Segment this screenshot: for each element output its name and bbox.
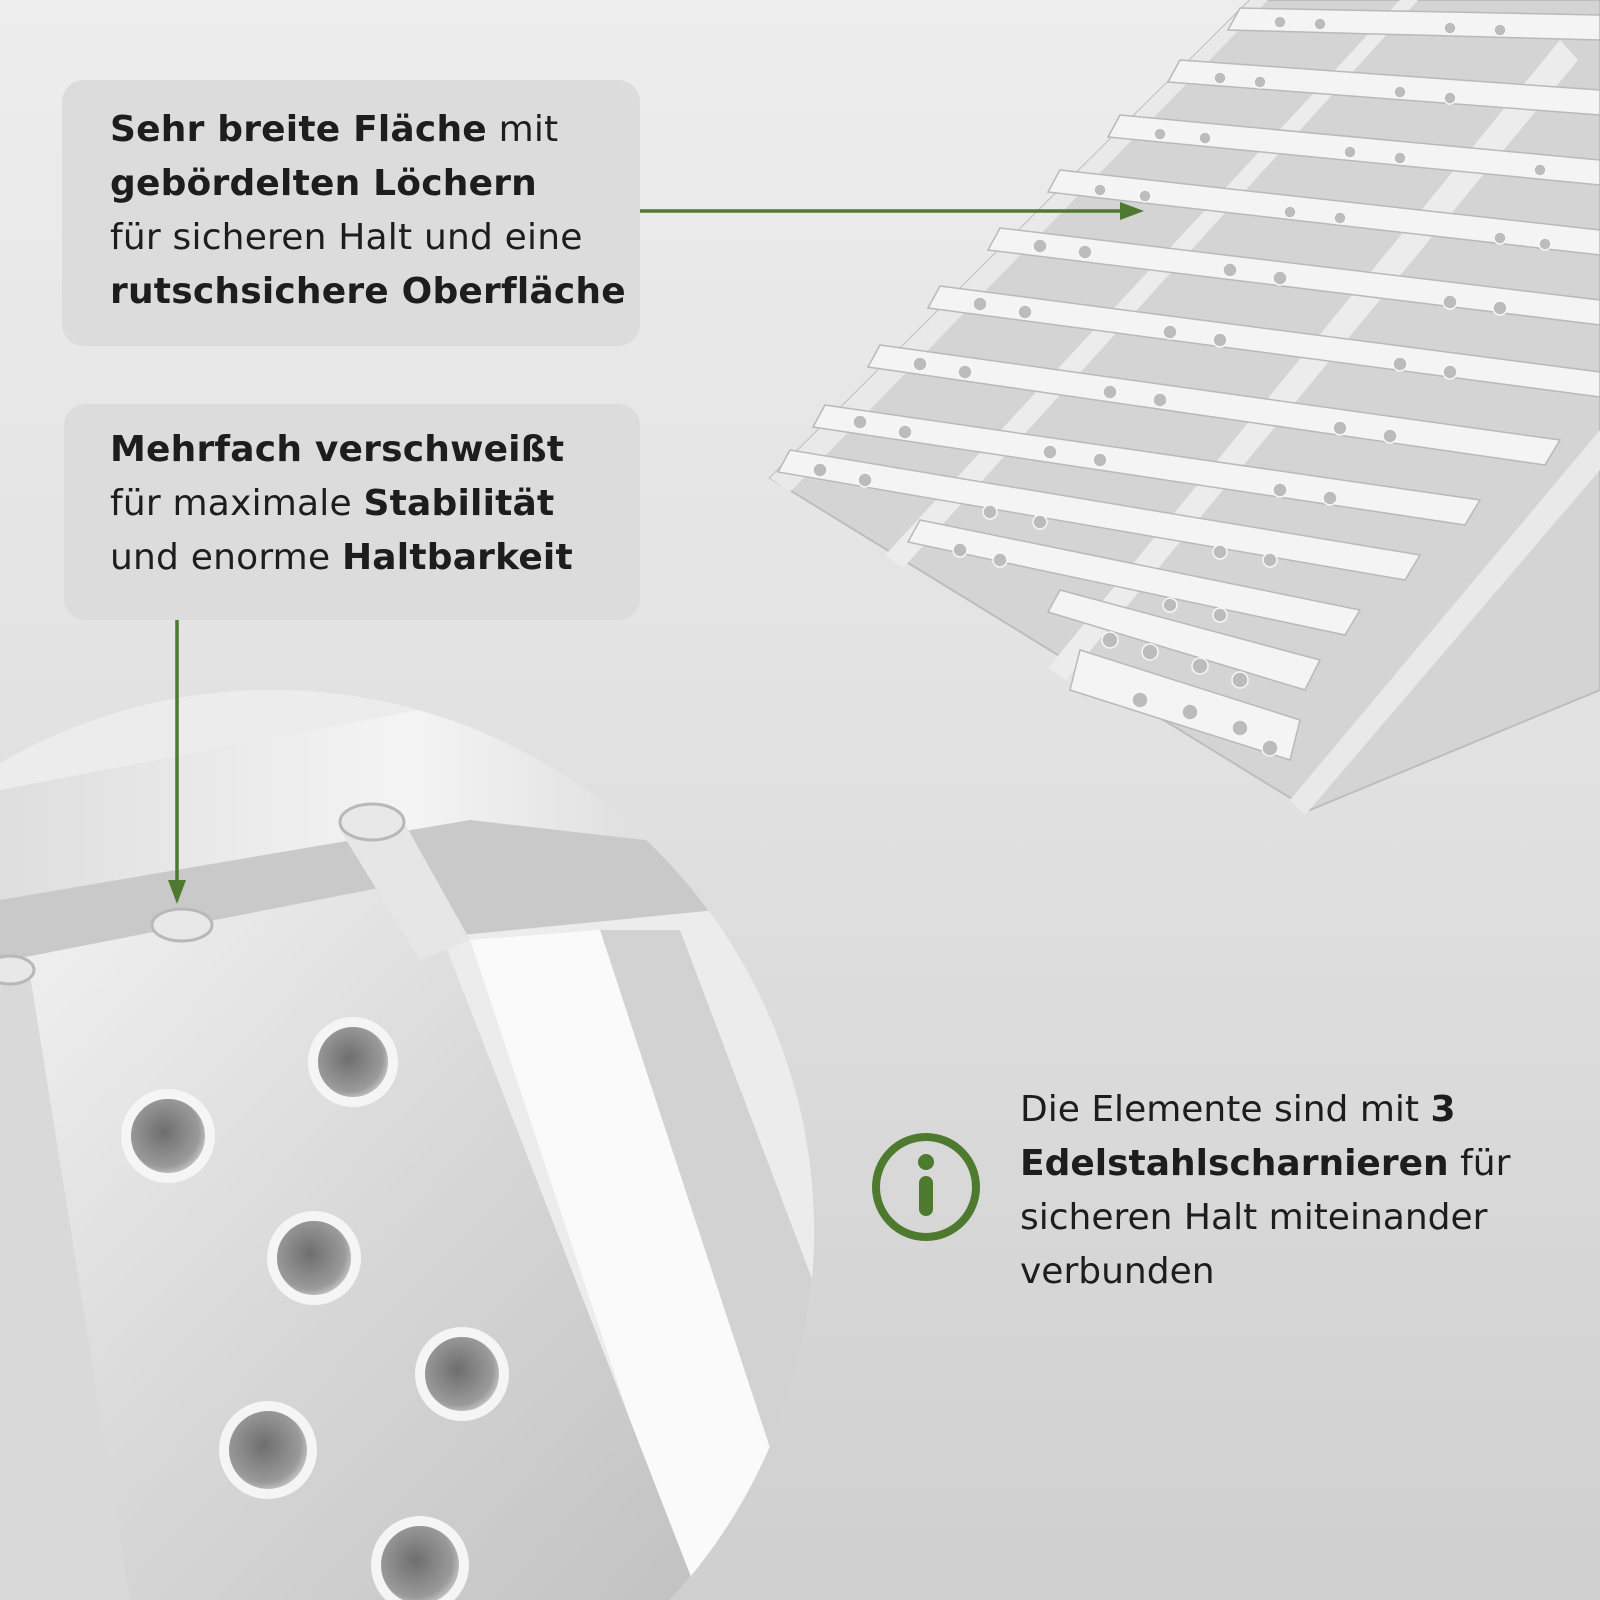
callout-surface-bold-1: Sehr breite Fläche xyxy=(110,109,487,150)
callout-welded-text-1: für maximale xyxy=(110,483,364,524)
info-note-bold-2: Edelstahlscharnieren xyxy=(1020,1143,1449,1184)
info-icon xyxy=(870,1131,982,1243)
callout-welded-bold-2: Stabilität xyxy=(363,483,555,524)
callout-surface-line-4 xyxy=(110,265,640,319)
callout-welded-line-2 xyxy=(110,477,640,531)
callout-surface-line-3 xyxy=(110,211,640,265)
callout-welded-bold-3: Haltbarkeit xyxy=(341,537,573,578)
callout-surface-text-2: für sicheren Halt und eine xyxy=(110,217,583,258)
callout-surface-line-1 xyxy=(110,103,640,157)
callout-surface-bold-3: rutschsichere Oberfläche xyxy=(110,271,626,312)
info-note-text-3: sicheren Halt miteinander xyxy=(1020,1197,1488,1238)
info-note-line-2 xyxy=(1020,1137,1580,1191)
callout-surface xyxy=(62,80,640,346)
callout-welded-line-1 xyxy=(110,423,640,477)
info-note-text-1: Die Elemente sind mit xyxy=(1020,1089,1431,1130)
info-note-line-4 xyxy=(1020,1245,1580,1299)
callout-welded-bold-1: Mehrfach verschweißt xyxy=(110,429,565,470)
callout-welded-line-3 xyxy=(110,531,640,585)
info-note-text-4: verbunden xyxy=(1020,1251,1215,1292)
callout-surface-bold-2: gebördelten Löchern xyxy=(110,163,537,204)
callout-welded xyxy=(64,404,640,620)
callout-welded-text-2: und enorme xyxy=(110,537,342,578)
callout-surface-text-1: mit xyxy=(486,109,559,150)
ramp-photo xyxy=(770,0,1600,815)
info-note-bold-1: 3 xyxy=(1430,1089,1456,1130)
info-note xyxy=(1020,1083,1580,1299)
callout-surface-line-2 xyxy=(110,157,640,211)
info-note-text-2: für xyxy=(1448,1143,1511,1184)
weld-closeup-photo xyxy=(0,690,820,1600)
info-note-line-3 xyxy=(1020,1191,1580,1245)
info-note-line-1 xyxy=(1020,1083,1580,1137)
